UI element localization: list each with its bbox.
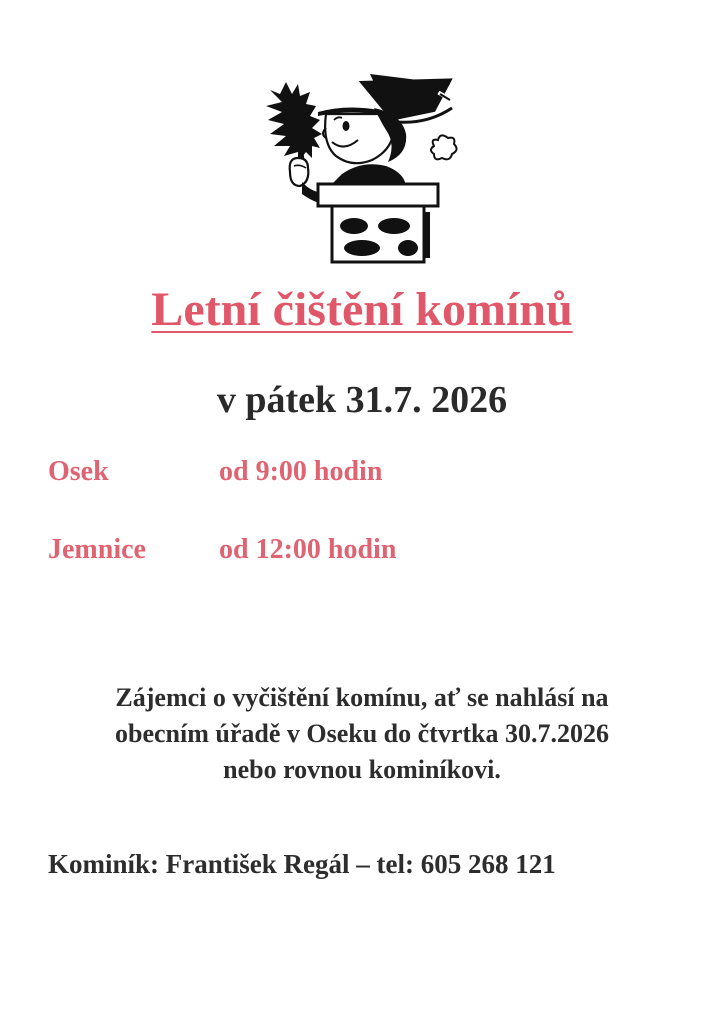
brush-icon [266,82,322,170]
notice-line: obecním úřadě v Oseku do čtvrtka 30.7.2026 [115,719,609,748]
schedule-time: od 9:00 hodin [219,456,383,487]
chimney-icon [318,184,438,262]
poster-title [0,280,724,340]
schedule-place: Jemnice [48,534,146,565]
notice-line: Zájemci o vyčištění komínu, ať se nahlásí na [115,683,609,712]
contact-line: Kominík: František Regál – tel: 605 268 121 [48,849,556,879]
chimney-sweep-illustration [262,74,472,266]
title-text: Letní čištění komínů [151,283,573,336]
schedule-time: od 12:00 hodin [219,534,397,565]
schedule-place: Osek [48,456,109,487]
date-line: v pátek 31.7. 2026 [216,379,508,421]
notice-paragraph [62,680,662,788]
notice-line: nebo rovnou kominíkovi. [223,755,501,784]
